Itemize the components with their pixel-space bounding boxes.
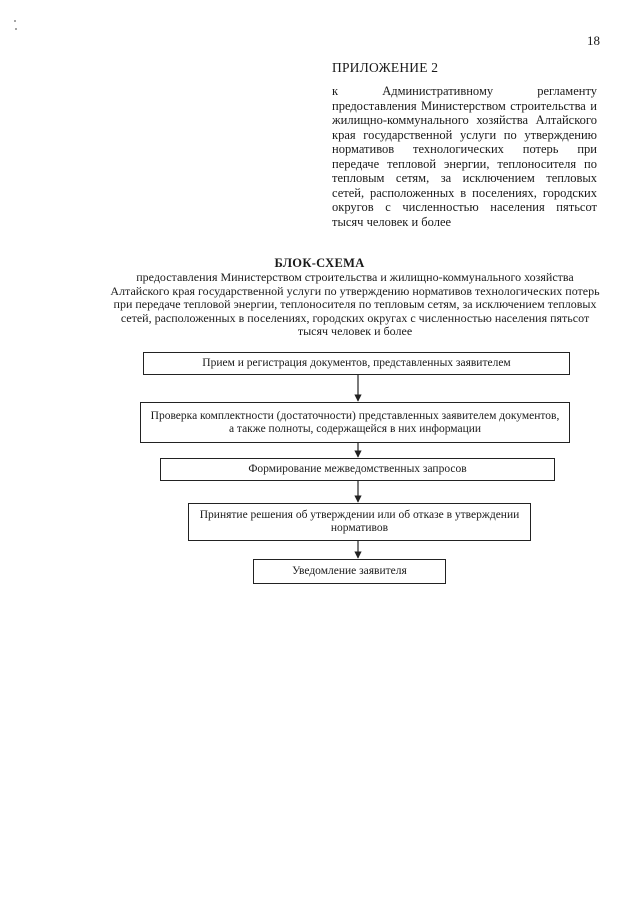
scan-speck — [15, 28, 17, 30]
scan-speck — [14, 20, 16, 22]
flow-step-label: Проверка комплектности (достаточности) представленных заявителем документов, а также полноты, содержащейся в них информации — [150, 409, 560, 435]
flow-step-decision — [188, 503, 531, 541]
flow-step-notification — [253, 559, 446, 584]
appendix-text: к Административному регламенту предоставления Министерством строительства и жилищно-коммунального хозяйства Алтайского края государственной услуги по утверждению нормативов технологических потерь при передаче тепловой энергии, теплоносителя по тепловым сетям, за исключением тепловых сетей, расположенных в поселениях, городских округов с численностью населения пятьсот тысяч человек и более — [332, 84, 597, 229]
flow-step-label: Принятие решения об утверждении или об отказе в утверждении нормативов — [199, 509, 520, 534]
flow-step-label: Формирование межведомственных запросов — [248, 463, 467, 475]
flow-step-interagency-requests — [160, 458, 555, 481]
flow-step-label: Прием и регистрация документов, представленных заявителем — [202, 357, 511, 369]
flow-step-label: Уведомление заявителя — [292, 565, 407, 577]
scheme-description: предоставления Министерством строительства и жилищно-коммунального хозяйства Алтайского края государственной услуги по утверждению нормативов технологических потерь при передаче тепловой энергии, теплоносителя по тепловым сетям, за исключением тепловых сетей, расположенных в поселениях, городских округах с численностью населения пятьсот тысяч человек и более — [110, 270, 600, 338]
scheme-title: БЛОК-СХЕМА — [274, 256, 365, 270]
flow-step-registration — [143, 352, 570, 375]
flow-step-completeness-check — [140, 402, 570, 443]
appendix-title: ПРИЛОЖЕНИЕ 2 — [332, 60, 439, 75]
page-number: 18 — [587, 33, 600, 48]
